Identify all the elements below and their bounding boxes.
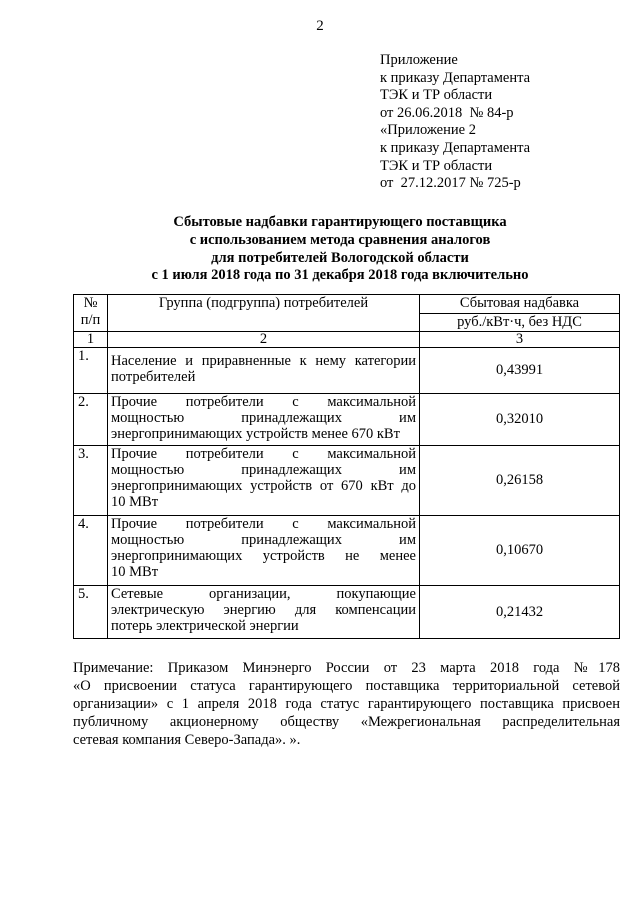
row-value: 0,21432 <box>420 586 620 639</box>
title-line: с использованием метода сравнения аналогов <box>189 231 491 248</box>
footnote <box>73 659 620 749</box>
row-group <box>108 586 420 639</box>
header-unit: руб./кВт·ч, без НДС <box>420 314 620 332</box>
row-value: 0,26158 <box>420 446 620 516</box>
row-group-line: мощностью принадлежащих им <box>111 462 416 478</box>
row-group <box>108 446 420 516</box>
title-line: с 1 июля 2018 года по 31 декабря 2018 года включительно <box>151 267 529 284</box>
row-group-line: Прочие потребители с максимальной <box>111 394 416 410</box>
row-group <box>108 394 420 446</box>
appendix-line: от 27.12.2017 № 725-р <box>380 175 521 192</box>
row-number: 3. <box>74 446 108 516</box>
row-number: 4. <box>74 516 108 586</box>
note-line: Примечание: Приказом Минэнерго России от 23 марта 2018 года №178 <box>73 660 620 676</box>
row-group-line: потребителей <box>111 369 196 385</box>
note-line: публичному акционерному обществу «Межрегиональная распределительная <box>73 714 620 730</box>
note-line: «О присвоении статуса гарантирующего поставщика территориальной сетевой <box>73 678 620 694</box>
row-group-line: 10 МВт <box>111 564 159 580</box>
table-row <box>74 348 620 394</box>
row-group <box>108 348 420 394</box>
page-number: 2 <box>316 18 324 34</box>
row-group-line: мощностью принадлежащих им <box>111 410 416 426</box>
row-group-line: Прочие потребители с максимальной <box>111 516 416 532</box>
row-number: 2. <box>74 394 108 446</box>
row-value: 0,32010 <box>420 394 620 446</box>
appendix-line: к приказу Департамента <box>380 139 531 156</box>
row-group <box>108 516 420 586</box>
note-line: сетевая компания Северо-Запада». ». <box>73 732 301 748</box>
document-title <box>60 214 620 285</box>
row-number: 1. <box>74 348 108 394</box>
row-group-line: потерь электрической энергии <box>111 618 299 634</box>
row-group-line: энергопринимающих устройств от 670 кВт до <box>111 478 416 494</box>
appendix-line: к приказу Департамента <box>380 69 531 86</box>
column-index: 3 <box>420 332 620 348</box>
column-index: 1 <box>74 332 108 348</box>
appendix-line: ТЭК и ТР области <box>380 87 493 104</box>
header-number-line1: № <box>83 295 98 311</box>
appendix-line: «Приложение 2 <box>380 122 476 139</box>
note-line: организации» с 1 апреля 2018 года статус гарантирующего поставщика присвоен <box>73 696 620 712</box>
header-number-line2: п/п <box>80 312 101 328</box>
row-group-line: энергопринимающих устройств не менее <box>111 548 416 564</box>
column-index-row <box>74 332 620 348</box>
header-group: Группа (подгруппа) потребителей <box>108 295 420 332</box>
row-group-line: электрическую энергию для компенсации <box>111 602 416 618</box>
table-row <box>74 394 620 446</box>
row-number: 5. <box>74 586 108 639</box>
row-group-line: Население и приравненные к нему категории <box>111 353 416 369</box>
row-group-line: Сетевые организации, покупающие <box>111 586 416 602</box>
row-group-line: 10 МВт <box>111 494 159 510</box>
row-value: 0,10670 <box>420 516 620 586</box>
row-group-line: мощностью принадлежащих им <box>111 532 416 548</box>
row-group-line: энергопринимающих устройств менее 670 кВт <box>111 426 400 442</box>
appendix-line: Приложение <box>380 52 458 68</box>
header-value: Сбытовая надбавка <box>420 295 620 314</box>
row-value: 0,43991 <box>420 348 620 394</box>
table-row <box>74 446 620 516</box>
tariff-table <box>73 294 620 639</box>
column-index: 2 <box>108 332 420 348</box>
table-header-row <box>74 295 620 314</box>
appendix-line: ТЭК и ТР области <box>380 157 493 174</box>
table-row <box>74 516 620 586</box>
header-number <box>74 295 108 332</box>
appendix-line: от 26.06.2018 № 84-р <box>380 104 514 121</box>
appendix-reference <box>380 52 530 193</box>
title-line: Сбытовые надбавки гарантирующего поставщика <box>173 214 507 230</box>
row-group-line: Прочие потребители с максимальной <box>111 446 416 462</box>
title-line: для потребителей Вологодской области <box>211 249 469 266</box>
table-row <box>74 586 620 639</box>
